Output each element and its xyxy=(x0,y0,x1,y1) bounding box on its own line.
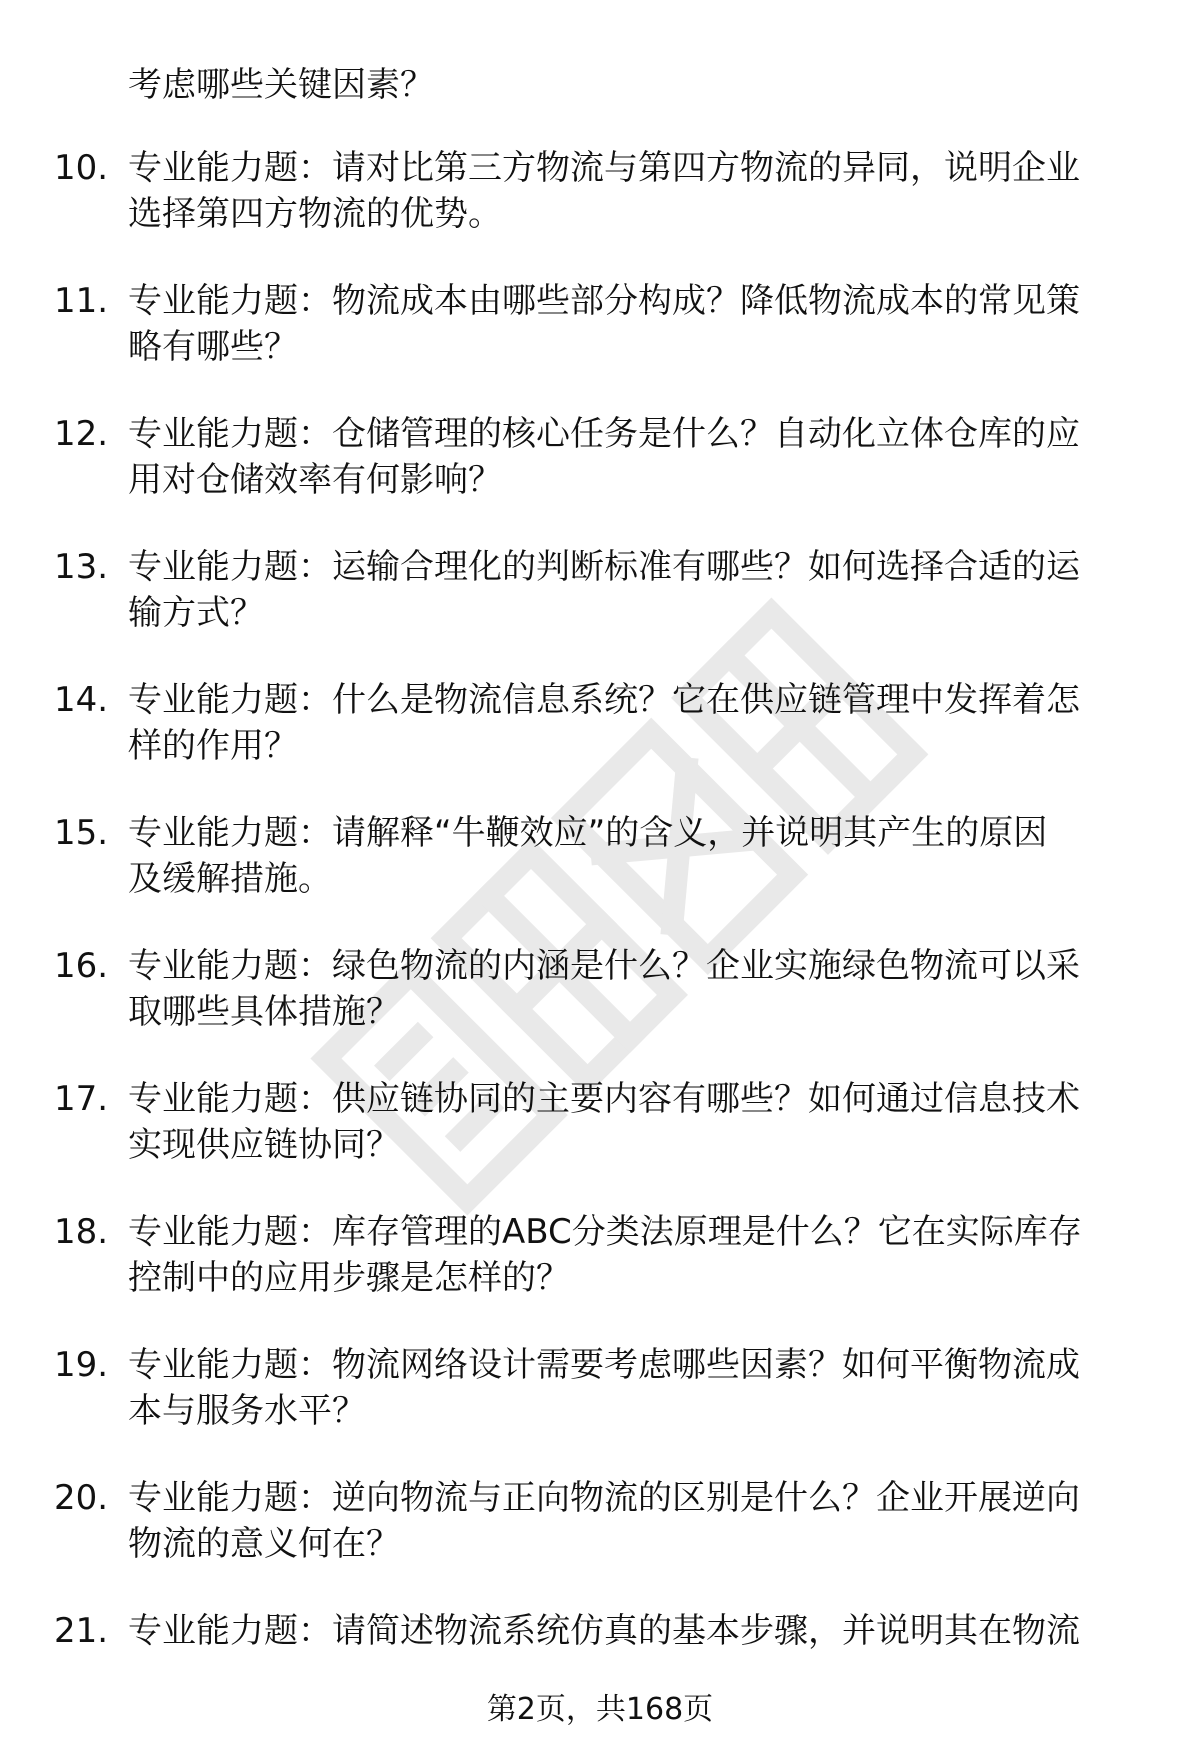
question-line: 专业能力题：物流成本由哪些部分构成？降低物流成本的常见策 xyxy=(128,281,1080,321)
question-line: 专业能力题：运输合理化的判断标准有哪些？如何选择合适的运 xyxy=(128,547,1080,587)
question-line: 专业能力题：供应链协同的主要内容有哪些？如何通过信息技术 xyxy=(128,1079,1080,1119)
question-line: 略有哪些？ xyxy=(128,327,298,367)
question-text xyxy=(128,544,1138,636)
question-number: 19. xyxy=(54,1345,109,1385)
question-line: 输方式？ xyxy=(128,593,264,633)
list-item xyxy=(0,677,1200,769)
question-line: 专业能力题：请解释“牛鞭效应”的含义，并说明其产生的原因 xyxy=(128,813,1048,853)
question-text xyxy=(128,145,1138,237)
list-item xyxy=(0,1076,1200,1168)
question-line: 选择第四方物流的优势。 xyxy=(128,194,502,234)
list-item xyxy=(0,278,1200,370)
question-line: 实现供应链协同？ xyxy=(128,1125,400,1165)
question-line: 专业能力题：库存管理的ABC分类法原理是什么？它在实际库存 xyxy=(128,1212,1082,1252)
question-number: 17. xyxy=(54,1079,109,1119)
list-item xyxy=(0,544,1200,636)
question-list xyxy=(0,145,1200,1741)
question-line: 专业能力题：物流网络设计需要考虑哪些因素？如何平衡物流成 xyxy=(128,1345,1080,1385)
question-number: 12. xyxy=(54,414,109,454)
question-text xyxy=(128,1342,1138,1434)
question-line: 专业能力题：绿色物流的内涵是什么？企业实施绿色物流可以采 xyxy=(128,946,1080,986)
question-line: 专业能力题：请对比第三方物流与第四方物流的异同，说明企业 xyxy=(128,148,1080,188)
question-line: 物流的意义何在？ xyxy=(128,1524,400,1564)
list-item xyxy=(0,145,1200,237)
question-number: 13. xyxy=(54,547,109,587)
list-item xyxy=(0,1608,1200,1700)
question-text xyxy=(128,1608,1138,1654)
question-number: 14. xyxy=(54,680,109,720)
page-number-label: 第2页，共168页 xyxy=(486,1692,714,1727)
continuation-text: 考虑哪些关键因素？ xyxy=(128,65,434,105)
list-item xyxy=(0,1209,1200,1301)
question-text xyxy=(128,810,1138,902)
question-text xyxy=(128,1475,1138,1567)
question-text xyxy=(128,278,1138,370)
question-number: 11. xyxy=(54,281,109,321)
list-item xyxy=(0,1475,1200,1567)
question-number: 21. xyxy=(54,1611,109,1651)
question-number: 18. xyxy=(54,1212,109,1252)
page-footer xyxy=(0,1690,1200,1730)
list-item xyxy=(0,810,1200,902)
question-line: 专业能力题：请简述物流系统仿真的基本步骤，并说明其在物流 xyxy=(128,1611,1080,1651)
question-text xyxy=(128,411,1138,503)
question-text xyxy=(128,677,1138,769)
question-line: 本与服务水平？ xyxy=(128,1391,366,1431)
question-line: 及缓解措施。 xyxy=(128,859,332,899)
question-line: 专业能力题：什么是物流信息系统？它在供应链管理中发挥着怎 xyxy=(128,680,1080,720)
question-line: 控制中的应用步骤是怎样的？ xyxy=(128,1258,570,1298)
question-line: 样的作用？ xyxy=(128,726,298,766)
question-number: 16. xyxy=(54,946,109,986)
question-line: 专业能力题：仓储管理的核心任务是什么？自动化立体仓库的应 xyxy=(128,414,1080,454)
question-line: 用对仓储效率有何影响？ xyxy=(128,460,502,500)
question-number: 15. xyxy=(54,813,109,853)
question-text xyxy=(128,943,1138,1035)
question-number: 20. xyxy=(54,1478,109,1518)
list-item xyxy=(0,1342,1200,1434)
question-text xyxy=(128,1209,1138,1301)
question-line: 专业能力题：逆向物流与正向物流的区别是什么？企业开展逆向 xyxy=(128,1478,1080,1518)
question-number: 10. xyxy=(54,148,109,188)
list-item xyxy=(0,411,1200,503)
question-text xyxy=(128,1076,1138,1168)
list-item xyxy=(0,943,1200,1035)
question-line: 取哪些具体措施？ xyxy=(128,992,400,1032)
